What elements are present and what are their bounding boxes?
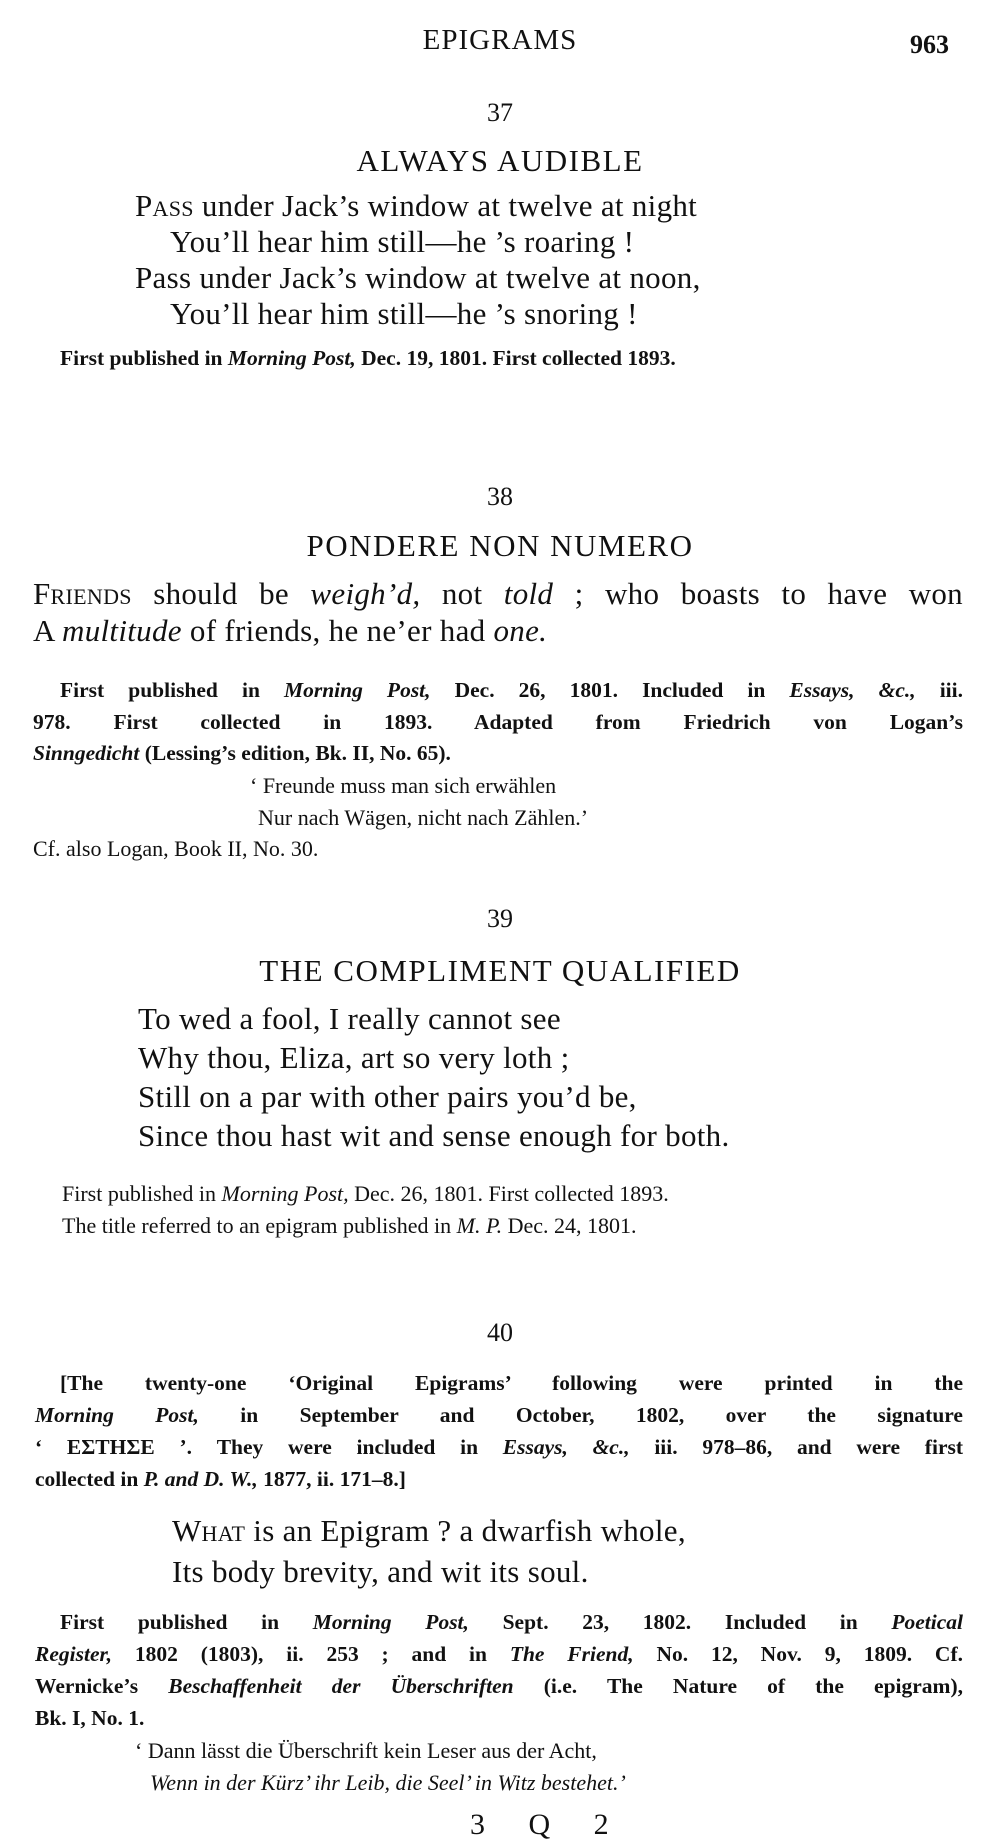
signature-mark: 3 Q 2 <box>470 1808 627 1841</box>
quoted-verse <box>135 1740 597 1762</box>
text-run: Morning Post, <box>283 678 431 702</box>
text-run: (i.e. The Nature of the epigram), <box>513 1674 963 1698</box>
text-run: 1802 (1803), ii. 253 ; and in <box>112 1642 510 1666</box>
text-run: The title referred to an epigram published in <box>62 1213 457 1238</box>
text-run: Pass under Jack’s window at twelve at noon, <box>135 260 701 295</box>
publication-note <box>60 680 963 702</box>
verse-line <box>135 190 697 221</box>
text-run: No. 12, Nov. 9, 1809. Cf. <box>633 1642 963 1666</box>
verse-line <box>170 298 638 329</box>
text-run: Register, <box>35 1642 113 1666</box>
text-run: First published in <box>60 1610 313 1634</box>
text-run: collected in <box>35 1467 144 1491</box>
text-run: not <box>420 576 504 611</box>
verse-line <box>33 578 963 609</box>
text-run: Cf. also Logan, Book II, No. 30. <box>33 836 319 861</box>
running-title: EPIGRAMS <box>422 24 578 56</box>
epigram-number: 37 <box>487 98 513 127</box>
text-run: Dec. 26, 1801. First collected 1893. <box>348 1181 669 1206</box>
text-run: A <box>33 613 63 648</box>
editorial-intro <box>35 1437 963 1459</box>
epigram-title: THE COMPLIMENT QUALIFIED <box>259 953 741 988</box>
text-run: P. and D. W., <box>143 1467 258 1491</box>
cross-reference <box>33 838 318 860</box>
verse-line <box>172 1515 686 1546</box>
epigram-title: PONDERE NON NUMERO <box>306 528 694 563</box>
text-run: [The twenty-one ‘Original Epigrams’ following were printed in the <box>60 1371 963 1395</box>
text-run: Morning Post, <box>312 1610 469 1634</box>
text-run: Dec. 24, 1801. <box>502 1213 637 1238</box>
text-run: Wenn in der Kürz’ ihr Leib, die Seel’ in Witz bestehet.’ <box>150 1770 626 1795</box>
editorial-intro <box>35 1405 963 1427</box>
text-run: ‘ Dann lässt die Überschrift kein Leser aus der Acht, <box>135 1738 597 1763</box>
text-run: Sinngedicht <box>33 741 140 765</box>
text-run: The Friend, <box>509 1642 634 1666</box>
text-run: should be <box>131 576 311 611</box>
text-run: First published in <box>60 346 228 370</box>
quoted-verse <box>258 807 588 829</box>
text-run: First published in <box>62 1181 222 1206</box>
text-run: Pass <box>135 188 194 223</box>
text-run: Bk. I, No. 1. <box>35 1706 145 1730</box>
publication-note <box>60 1612 963 1634</box>
text-run: Nur nach Wägen, nicht nach Zählen.’ <box>258 805 589 830</box>
text-run: Essays, &c., <box>789 678 916 702</box>
text-run: You’ll hear him still—he ’s snoring ! <box>170 296 638 331</box>
text-run: Since thou hast wit and sense enough for both. <box>138 1118 730 1153</box>
text-run: Friends <box>33 576 132 611</box>
publication-note <box>33 743 451 765</box>
epigram-title: ALWAYS AUDIBLE <box>356 143 644 178</box>
verse-line <box>172 1556 589 1587</box>
publication-note <box>35 1708 144 1730</box>
text-run: Still on a par with other pairs you’d be, <box>138 1079 637 1114</box>
text-run: 1877, ii. 171–8.] <box>257 1467 406 1491</box>
text-run: First published in <box>60 678 284 702</box>
verse-line <box>170 226 634 257</box>
epigram-number: 38 <box>487 482 513 511</box>
text-run: Poetical <box>891 1610 963 1634</box>
text-run: Dec. 19, 1801. First collected 1893. <box>355 346 676 370</box>
text-run: under Jack’s window at twelve at night <box>193 188 698 223</box>
publication-note <box>35 1676 963 1698</box>
text-run: Its body brevity, and wit its soul. <box>172 1554 589 1589</box>
text-run: M. P. <box>456 1213 503 1238</box>
text-run: is an Epigram ? a dwarfish whole, <box>245 1513 686 1548</box>
text-run: (Lessing’s edition, Bk. II, No. 65). <box>139 741 451 765</box>
text-run: ‘ Freunde muss man sich erwählen <box>250 773 557 798</box>
text-run: ; who boasts to have won <box>553 576 963 611</box>
editorial-intro <box>35 1469 406 1491</box>
publication-note <box>35 1644 963 1666</box>
publication-note <box>62 1183 669 1205</box>
text-run: weigh’d, <box>310 576 421 611</box>
verse-line <box>138 1081 637 1112</box>
verse-line <box>135 262 701 293</box>
text-run: Dec. 26, 1801. Included in <box>430 678 790 702</box>
quoted-verse <box>250 775 556 797</box>
text-run: You’ll hear him still—he ’s roaring ! <box>170 224 635 259</box>
text-run: What <box>172 1513 246 1548</box>
text-run: 978. First collected in 1893. Adapted from Friedrich von Logan’s <box>33 710 963 734</box>
text-run: Essays, &c., <box>502 1435 630 1459</box>
text-run: one. <box>493 613 548 648</box>
text-run: Wernicke’s <box>35 1674 169 1698</box>
text-run: Beschaffenheit der Überschriften <box>168 1674 514 1698</box>
text-run: ‘ ΕΣΤΗΣΕ ’. They were included in <box>35 1435 503 1459</box>
publication-note <box>60 348 676 370</box>
text-run: Morning Post, <box>227 346 356 370</box>
verse-line <box>138 1120 730 1151</box>
epigram-number: 40 <box>487 1318 513 1347</box>
quoted-verse <box>150 1772 626 1794</box>
epigram-number: 39 <box>487 904 513 933</box>
text-run: iii. 978–86, and were first <box>629 1435 964 1459</box>
editorial-intro <box>60 1373 963 1395</box>
text-run: multitude <box>62 613 182 648</box>
verse-line <box>138 1042 569 1073</box>
text-run: told <box>503 576 554 611</box>
text-run: Why thou, Eliza, art so very loth ; <box>138 1040 570 1075</box>
publication-note <box>33 712 963 734</box>
text-run: iii. <box>915 678 963 702</box>
text-run: of friends, he ne’er had <box>181 613 494 648</box>
text-run: Sept. 23, 1802. Included in <box>468 1610 892 1634</box>
text-run: To wed a fool, I really cannot see <box>138 1001 561 1036</box>
page-number: 963 <box>910 30 949 59</box>
publication-note <box>62 1215 637 1237</box>
text-run: in September and October, 1802, over the signature <box>198 1403 963 1427</box>
verse-line <box>138 1003 561 1034</box>
text-run: Morning Post, <box>35 1403 199 1427</box>
text-run: Morning Post, <box>221 1181 349 1206</box>
verse-line <box>33 615 547 646</box>
